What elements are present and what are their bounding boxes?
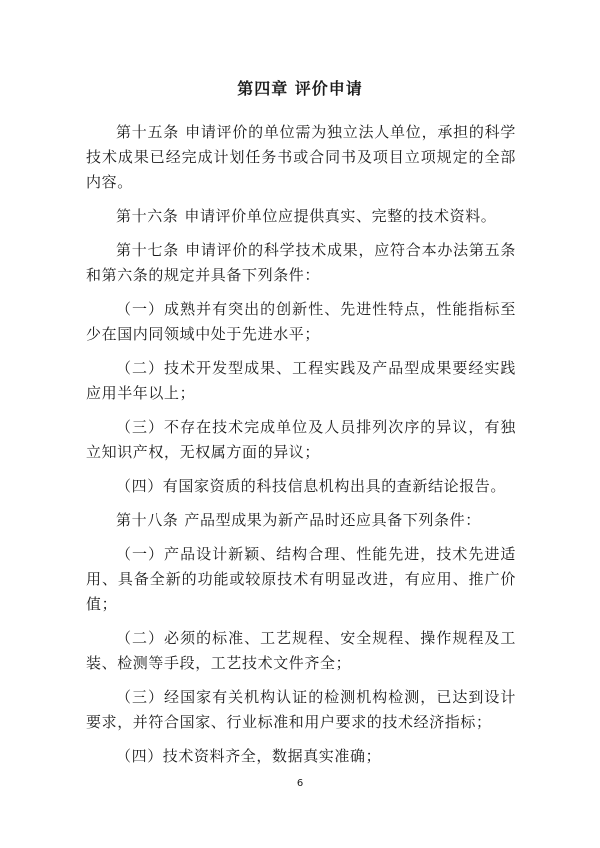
article-label: 第十八条 [116,511,179,529]
article-text: 申请评价的单位需为独立法人单位，承担的科学技术成果已经完成计划任务书或合同书及项目立项规定的全部内容。 [86,123,517,191]
article-17 [86,238,516,288]
article-18-item-4: （四）技术资料齐全，数据真实准确； [116,747,382,765]
article-18 [86,508,516,533]
article-16 [86,204,516,229]
article-18-item-3: （三）经国家有关机构认证的检测机构检测，已达到设计要求，并符合国家、行业标准和用户要求的技术经济指标； [86,688,516,731]
article-18-item-2: （二）必须的标准、工艺规程、安全规程、操作规程及工装、检测等手段，工艺技术文件齐全； [86,629,516,672]
article-text: 申请评价的科学技术成果，应符合本办法第五条和第六条的规定并具备下列条件： [86,241,517,284]
article-text: 产品型成果为新产品时还应具备下列条件： [184,511,481,529]
article-label: 第十六条 [116,207,179,225]
chapter-title: 第四章 评价申请 [237,79,363,98]
article-17-item-3: （三）不存在技术完成单位及人员排列次序的异议，有独立知识产权，无权属方面的异议； [86,418,516,461]
article-18-item-1: （一）产品设计新颖、结构合理、性能先进，技术先进适用、具备全新的功能或较原技术有明显改进，有应用、推广价值； [86,545,516,613]
article-text: 申请评价单位应提供真实、完整的技术资料。 [184,207,497,225]
article-17-item-2: （二）技术开发型成果、工程实践及产品型成果要经实践应用半年以上； [86,359,516,402]
page-number: 6 [296,778,304,789]
article-label: 第十七条 [116,241,180,259]
article-17-item-1: （一）成熟并有突出的创新性、先进性特点，性能指标至少在国内同领域中处于先进水平； [86,300,516,343]
article-17-item-4: （四）有国家资质的科技信息机构出具的查新结论报告。 [116,477,507,495]
article-15 [86,120,516,195]
article-label: 第十五条 [116,123,180,141]
document-body [86,120,516,778]
